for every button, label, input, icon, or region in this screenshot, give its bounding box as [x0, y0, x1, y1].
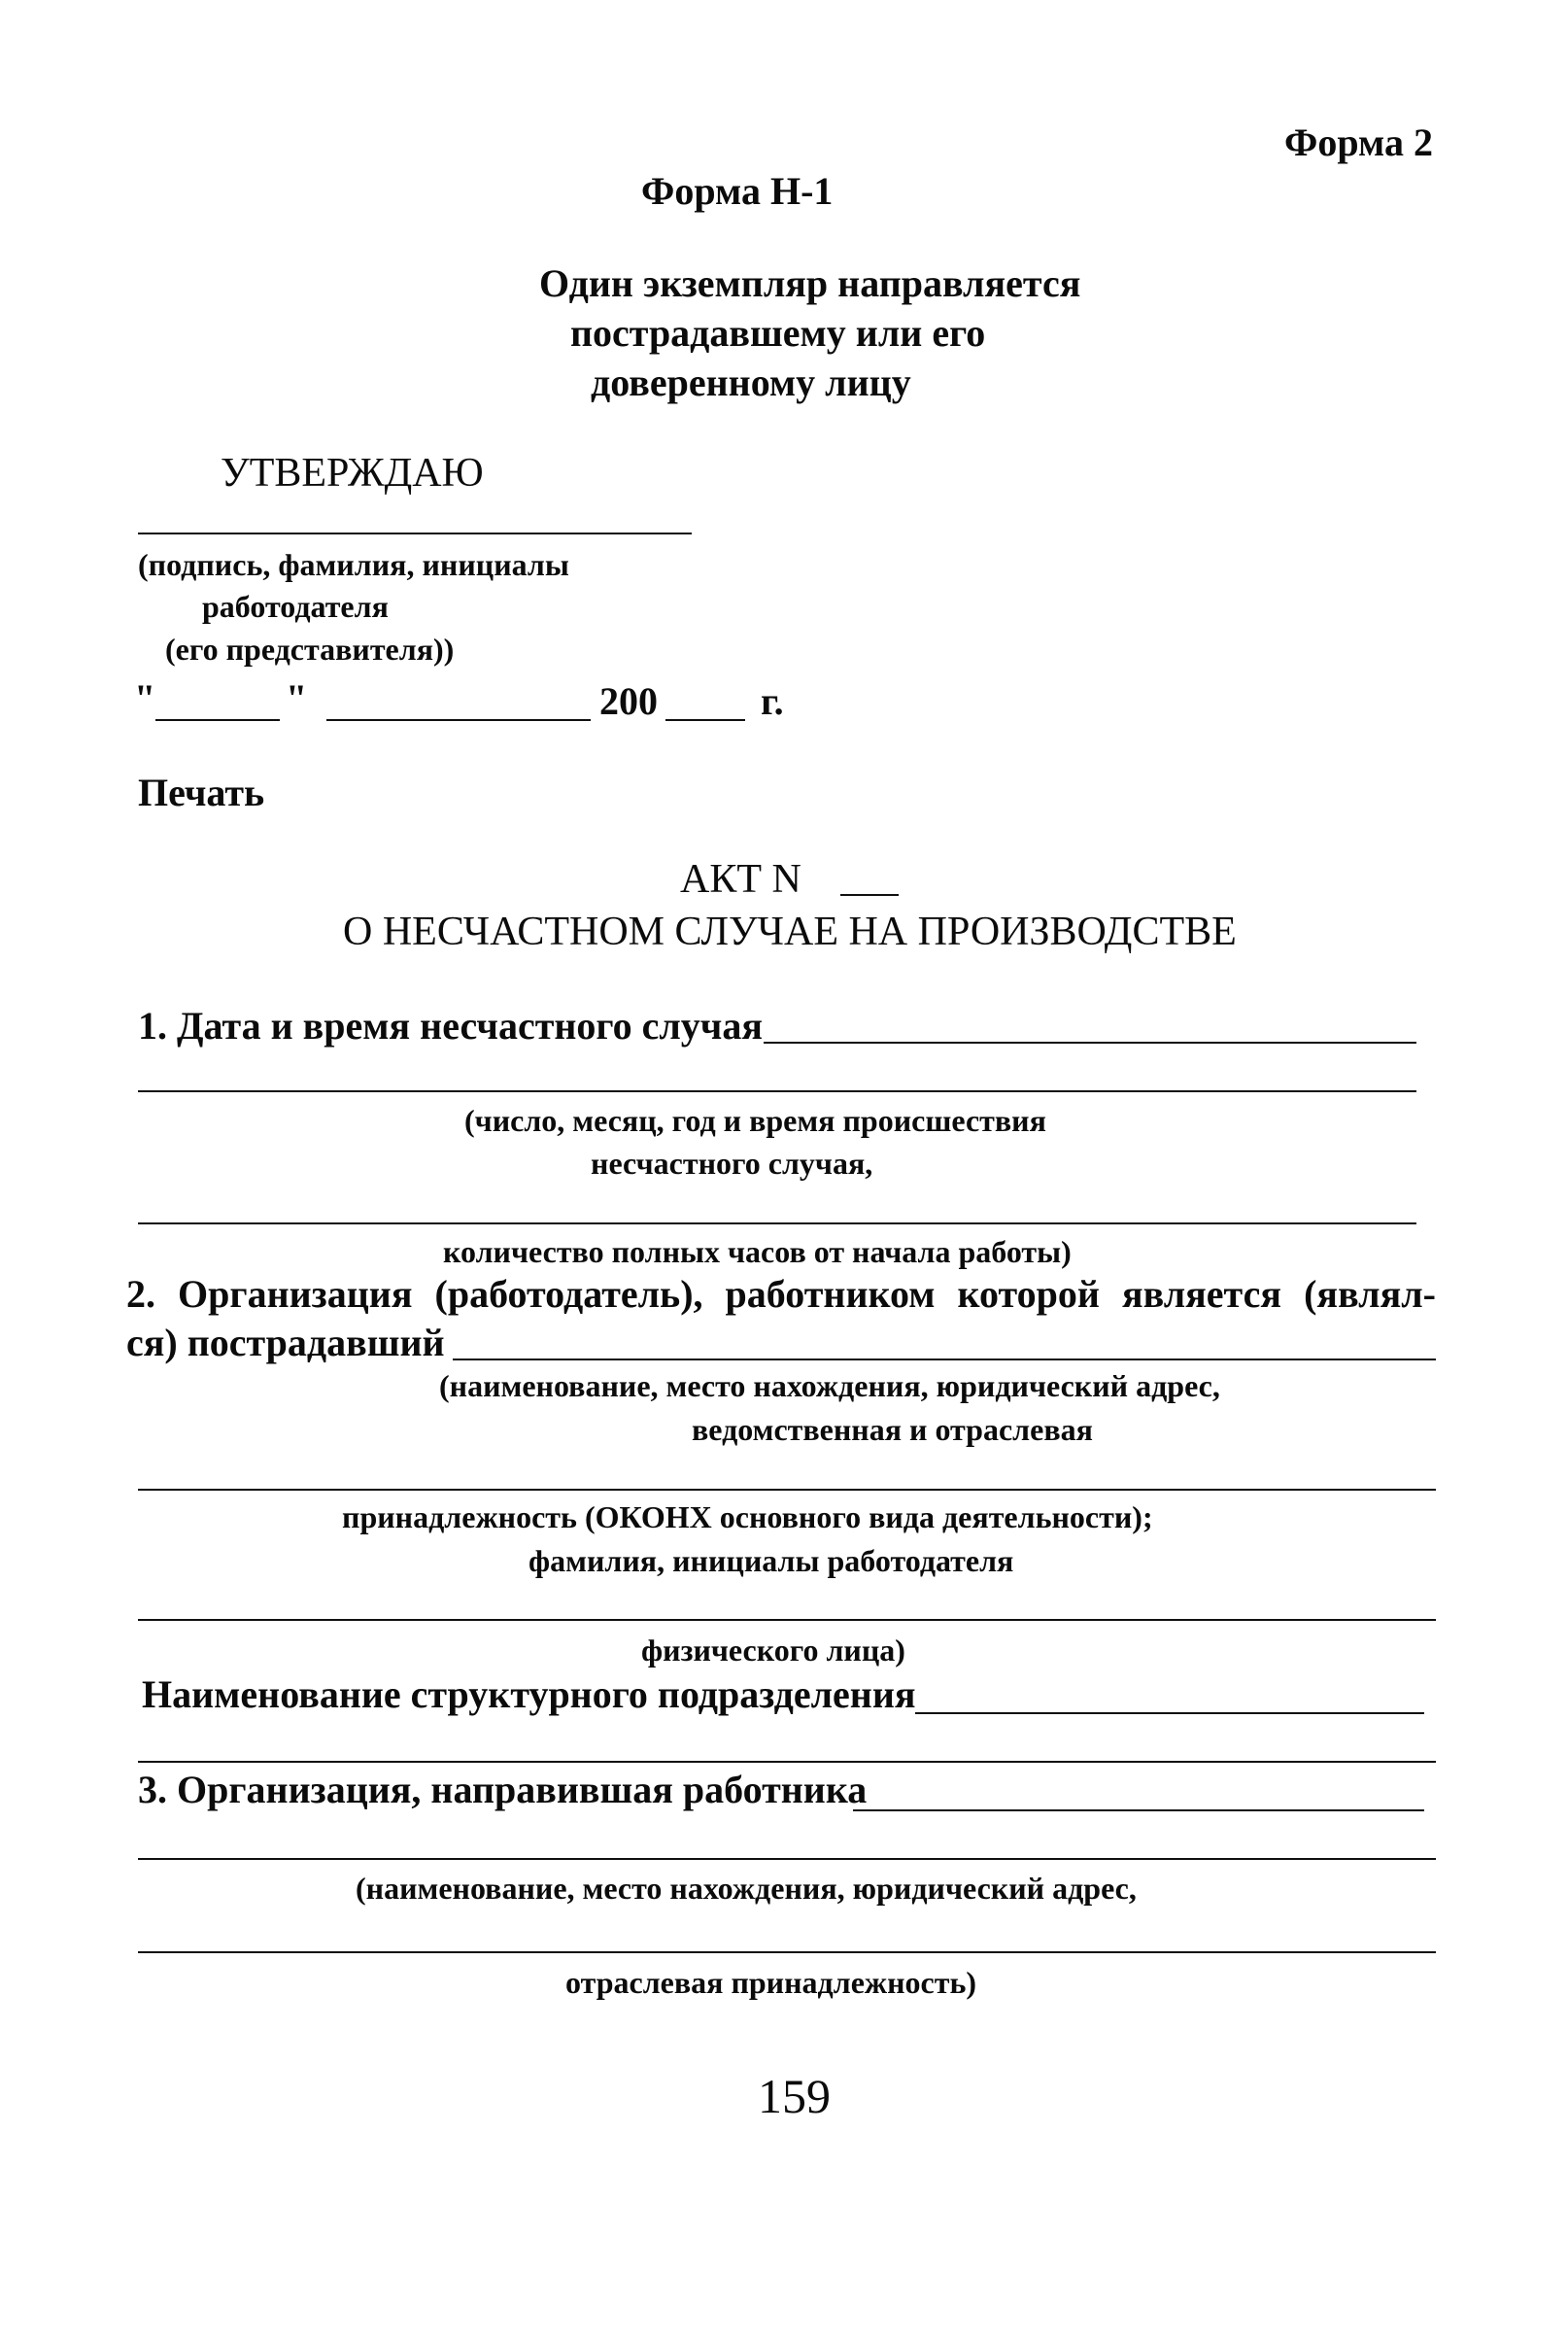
item2-label-line-1: 2. Организация (работодатель), работником которой является (являл-: [126, 1272, 1436, 1316]
act-title-prefix: АКТ N: [680, 857, 801, 902]
item3-field-line[interactable]: [853, 1809, 1424, 1811]
copy-note-line-2: пострадавшему или его: [570, 311, 986, 355]
signature-hint-line-3: (его представителя)): [165, 632, 455, 667]
date-year-line[interactable]: [665, 719, 745, 721]
date-month-line[interactable]: [326, 719, 591, 721]
item3-hint-line-2: отраслевая принадлежность): [565, 1965, 977, 2000]
form-code: Форма Н-1: [641, 169, 834, 213]
item2-hint-line-2: ведомственная и отраслевая: [692, 1412, 1093, 1447]
copy-note-line-3: доверенному лицу: [591, 361, 911, 404]
signature-line[interactable]: [138, 533, 692, 534]
date-quote-close: ": [286, 676, 308, 720]
item3-line-3[interactable]: [138, 1951, 1436, 1953]
item3-label: 3. Организация, направившая работника: [138, 1768, 868, 1811]
item2-field-line[interactable]: [453, 1359, 1436, 1360]
form-number: Форма 2: [1284, 120, 1433, 164]
item1-line-2[interactable]: [138, 1090, 1416, 1092]
date-year-prefix: 200: [599, 679, 658, 723]
signature-hint-line-2: работодателя: [202, 589, 389, 624]
subdivision-label: Наименование структурного подразделения: [142, 1672, 916, 1716]
date-day-line[interactable]: [155, 719, 280, 721]
item1-label: 1. Дата и время несчастного случая: [138, 1004, 763, 1048]
item2-hint-line-4: фамилия, инициалы работодателя: [528, 1543, 1014, 1578]
stamp-label: Печать: [138, 771, 265, 814]
item2-label-line-2: ся) пострадавший: [126, 1321, 445, 1364]
item2-hint-line-1: (наименование, место нахождения, юридический адрес,: [439, 1368, 1220, 1403]
item1-hint-line-1: (число, месяц, год и время происшествия: [464, 1103, 1046, 1138]
item2-line-2[interactable]: [138, 1489, 1436, 1491]
item1-field-line[interactable]: [764, 1042, 1416, 1044]
signature-hint-line-1: (подпись, фамилия, инициалы: [138, 547, 569, 582]
item2-hint-line-3: принадлежность (ОКОНХ основного вида деятельности);: [342, 1499, 1153, 1534]
item2-hint-line-5: физического лица): [641, 1633, 905, 1668]
date-quote-open: ": [134, 676, 156, 720]
item1-line-3[interactable]: [138, 1222, 1416, 1224]
approval-title: УТВЕРЖДАЮ: [221, 451, 484, 496]
subdivision-line-2[interactable]: [138, 1761, 1436, 1763]
page-number: 159: [758, 2069, 831, 2123]
act-number-line[interactable]: [840, 894, 899, 896]
subdivision-field-line[interactable]: [915, 1712, 1424, 1714]
item2-line-3[interactable]: [138, 1619, 1436, 1621]
date-year-suffix: г.: [761, 679, 784, 723]
item3-hint-line-1: (наименование, место нахождения, юридический адрес,: [356, 1871, 1137, 1906]
item3-line-2[interactable]: [138, 1858, 1436, 1860]
item1-hint-line-2: несчастного случая,: [591, 1146, 873, 1181]
copy-note-line-1: Один экземпляр направляется: [539, 261, 1081, 305]
item1-hint-line-3: количество полных часов от начала работы): [443, 1234, 1072, 1269]
act-title-main: О НЕСЧАСТНОМ СЛУЧАЕ НА ПРОИЗВОДСТВЕ: [343, 910, 1237, 954]
